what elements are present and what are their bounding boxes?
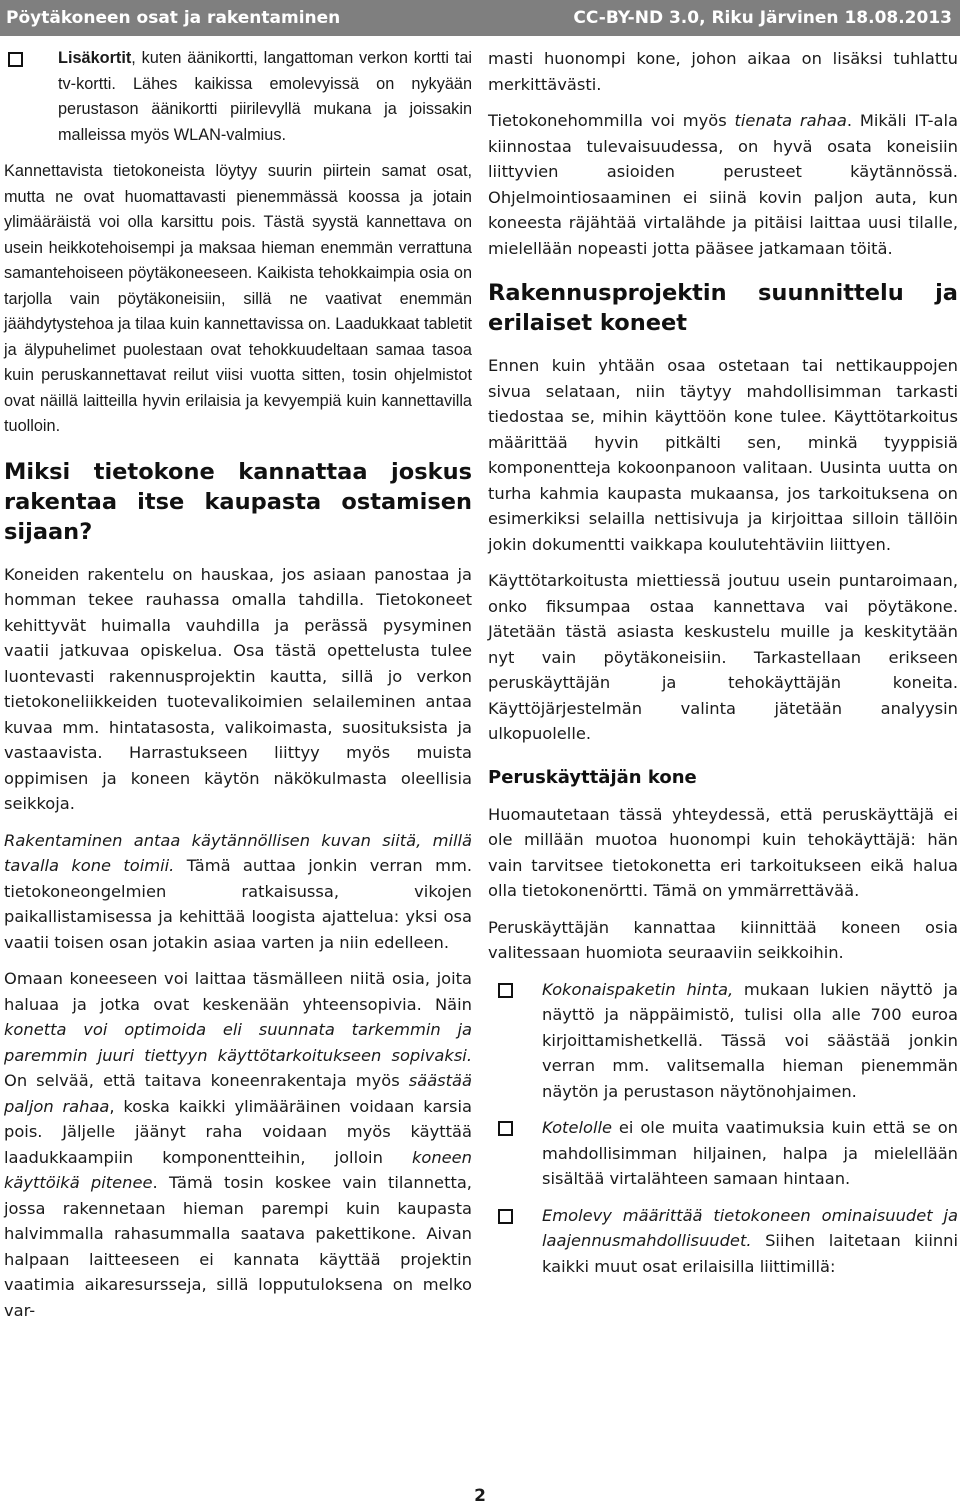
section-heading: Miksi tietokone kannattaa joskus rakentaa itse kaupasta ostamisen sijaan? [4,458,472,545]
paragraph: Huomautetaan tässä yhteydessä, että peruskäyttäjä ei ole millään muotoa huonompi kuin tehokäyttäjä: hän vain tarvitsee tietokonetta eri tarkoitukseen eikä halua olla tietokonenörtti. Tämä on ymmärrettävää. [488,804,958,900]
subsection-heading: Peruskäyttäjän kone [488,766,697,788]
paragraph [4,828,472,956]
emphasis-text: tienata rahaa [734,111,847,130]
list-item [4,46,472,148]
paragraph: Kannettavista tietokoneista löytyy suurin piirtein samat osat, mutta ne ovat huomattavasti pienemmässä koossa ja jotain ylimääräistä voi olla karsittu pois. Tästä syystä kannettava on usein heikkotehoisempi ja maksaa hieman enemmän verrattuna samantehoiseen pöytäkoneeseen. Kaikista tehokkaimpia osia on tarjolla vain pöytäkoneisiin, sillä ne vaativat enemmän jäähdytystehoa ja tilaa kuin kannettavissa on. Laadukkaat tabletit ja älypuhelimet puolestaan ovat tehokkuudeltaan samaa tasoa kuin peruskannettavat reilut viisi vuotta sitten, tosin ohjelmistot ovat näillä laitteilla hyvin erilaisia ja kevyempiä kuin kannettavilla tuolloin. [4,162,472,435]
paragraph-text: Tietokonehommilla voi myös [488,111,735,130]
emphasis-text: Rakentaminen antaa käytännöllisen kuvan siitä, millä tavalla kone toimii. [4,830,472,875]
bullet-text: ei ole muita vaatimuksia kuin että se on mahdollisimman hiljainen, halpa ja mielellään sisältää virtalähteen samaan hintaan. [542,1118,958,1188]
bullet-text: Siihen laitetaan kiinni kaikki muut osat erilaisilla liittimillä: [542,1231,958,1276]
paragraph-text: On selvää, että taitava koneenrakentaja myös [4,1071,409,1090]
bullet-term: Lisäkortit [58,49,132,67]
list-item [488,1203,958,1280]
list-item [488,977,958,1105]
emphasis-text: Emolevy määrittää tietokoneen ominaisuudet ja laajennusmahdollisuudet. [542,1205,958,1250]
checkbox-bullet-icon [498,983,513,998]
paragraph: masti huonompi kone, johon aikaa on lisäksi tuhlattu merkittävästi. [488,49,958,94]
paragraph-text: . Mikäli IT-ala kiinnostaa tulevaisuudessa, on hyvä osata koneisiin liittyvien asioiden perusteet käytännössä. Ohjelmointiosaaminen ei siinä kovin paljon auta, kun koneesta räjähtää virtalähde ja pitäisi laittaa uusi tilalle, mielellään nopeasti jotta pääsee jatkamaan töitä. [488,111,958,258]
paragraph: Peruskäyttäjän kannattaa kiinnittää koneen osia valitessaan huomiota seuraaviin seikkoihin. [488,917,958,962]
paragraph-text: . Tämä tosin koskee vain tilannetta, jossa rakennetaan hieman parempi kuin kaupasta halvimmalla rahasummalla saatava pakettikone. Aivan halpaan laitteeseen ei kannata käyttää projektin vaatimia aikaresursseja, sillä lopputuloksena on melko var- [4,1173,472,1320]
emphasis-text: Kotelolle [542,1118,613,1137]
document-title: Pöytäkoneen osat ja rakentaminen [6,8,341,28]
checkbox-bullet-icon [8,52,23,67]
section-heading: Rakennusprojektin suunnittelu ja erilaiset koneet [488,280,958,336]
list-item [488,1115,958,1192]
page-number: 2 [474,1486,486,1506]
left-column [4,46,472,1334]
paragraph: Käyttötarkoitusta miettiessä joutuu usein puntaroimaan, onko fiksumpaa ostaa kannettava vai pöytäkone. Jätetään tästä asiasta keskustelu muille ja keskitytään nyt vain pöytäkoneisiin. Tarkastellaan erikseen peruskäyttäjän ja tehokäyttäjän koneita. Käyttöjärjestelmän valinta jätetään analyysin ulkopuolelle. [488,571,958,743]
emphasis-text: konetta voi optimoida eli suunnata tarkemmin ja paremmin juuri tiettyyn käyttötarkoitukseen sopivaksi. [4,1020,472,1065]
paragraph: Ennen kuin yhtään osaa ostetaan tai nettikauppojen sivua selataan, niin täytyy mahdollisimman tarkasti tiedostaa se, mihin käyttöön kone tulee. Käyttötarkoitus määrittää hyvin pitkälti sen, minkä tyyppisiä komponentteja kokoonpanoon valitaan. Uusinta uutta on turha kahmia kaupasta mukaansa, jos tarkoituksena on esimerkiksi selailla nettisivuja ja kirjoittaa silloin tällöin jokin dokumentti vaikkapa koulutehtäviin liittyen. [488,356,958,554]
paragraph [4,966,472,1323]
emphasis-text: koneen käyttöikä pitenee [4,1147,472,1192]
paragraph-text: Tämä auttaa jonkin verran mm. tietokoneongelmien ratkaisussa, vikojen paikallistamisessa ja kehittää loogista ajattelua: yksi osa vaatii toisen osan jotakin asiaa varten ja niin edelleen. [4,856,472,952]
checkbox-bullet-icon [498,1209,513,1224]
license-text: CC-BY-ND 3.0, Riku Järvinen 18.08.2013 [573,8,952,28]
emphasis-text: Kokonaispaketin hinta, [542,979,734,999]
right-column [488,46,958,1290]
paragraph-text: , koska kaikki ylimääräinen voidaan karsia pois. Jäljelle jäänyt raha voidaan myös käyttää laadukkaampiin komponentteihin, jolloin [4,1096,472,1167]
emphasis-text: säästää paljon rahaa [4,1071,472,1116]
bullet-text: mukaan lukien näyttö ja näyttö ja näppäimistö, tulisi olla alle 700 euroa kirjoittamishetkellä. Tässä voi säästää jonkin verran mm. valitsemalla hieman pienemmän näytön ja perustason näytönohjaimen. [542,979,958,1101]
bullet-text: , kuten äänikortti, langattoman verkon kortti tai tv-kortti. Lähes kaikissa emolevyissä on nykyään perustason äänikortti piirilevyllä mukana ja joissakin malleissa myös WLAN-valmius. [58,49,472,144]
paragraph-text: Omaan koneeseen voi laittaa täsmälleen niitä osia, joita haluaa ja jotka ovat keskenään yhteensopivia. Näin [4,969,472,1014]
paragraph [488,108,958,261]
paragraph: Koneiden rakentelu on hauskaa, jos asiaan panostaa ja homman tekee rauhassa omalla tahdilla. Tietokoneet kehittyvät huimalla vauhdilla ja perässä pysyminen vaatii jatkuvaa opiskelua. Osa tästä opettelusta tulee luontevasti rakennusprojektin kautta, sillä jo verkon tietokoneliikkeiden tuotevalikoimien selaileminen antaa kuvaa mm. hintatasosta, valikoimasta, suosituksista ja vastaavista. Harrastukseen liittyy myös muista oppimisen ja koneen käytön näkökulmasta oleellisia seikkoja. [4,564,472,813]
checkbox-bullet-icon [498,1121,513,1136]
page-header [0,0,960,36]
